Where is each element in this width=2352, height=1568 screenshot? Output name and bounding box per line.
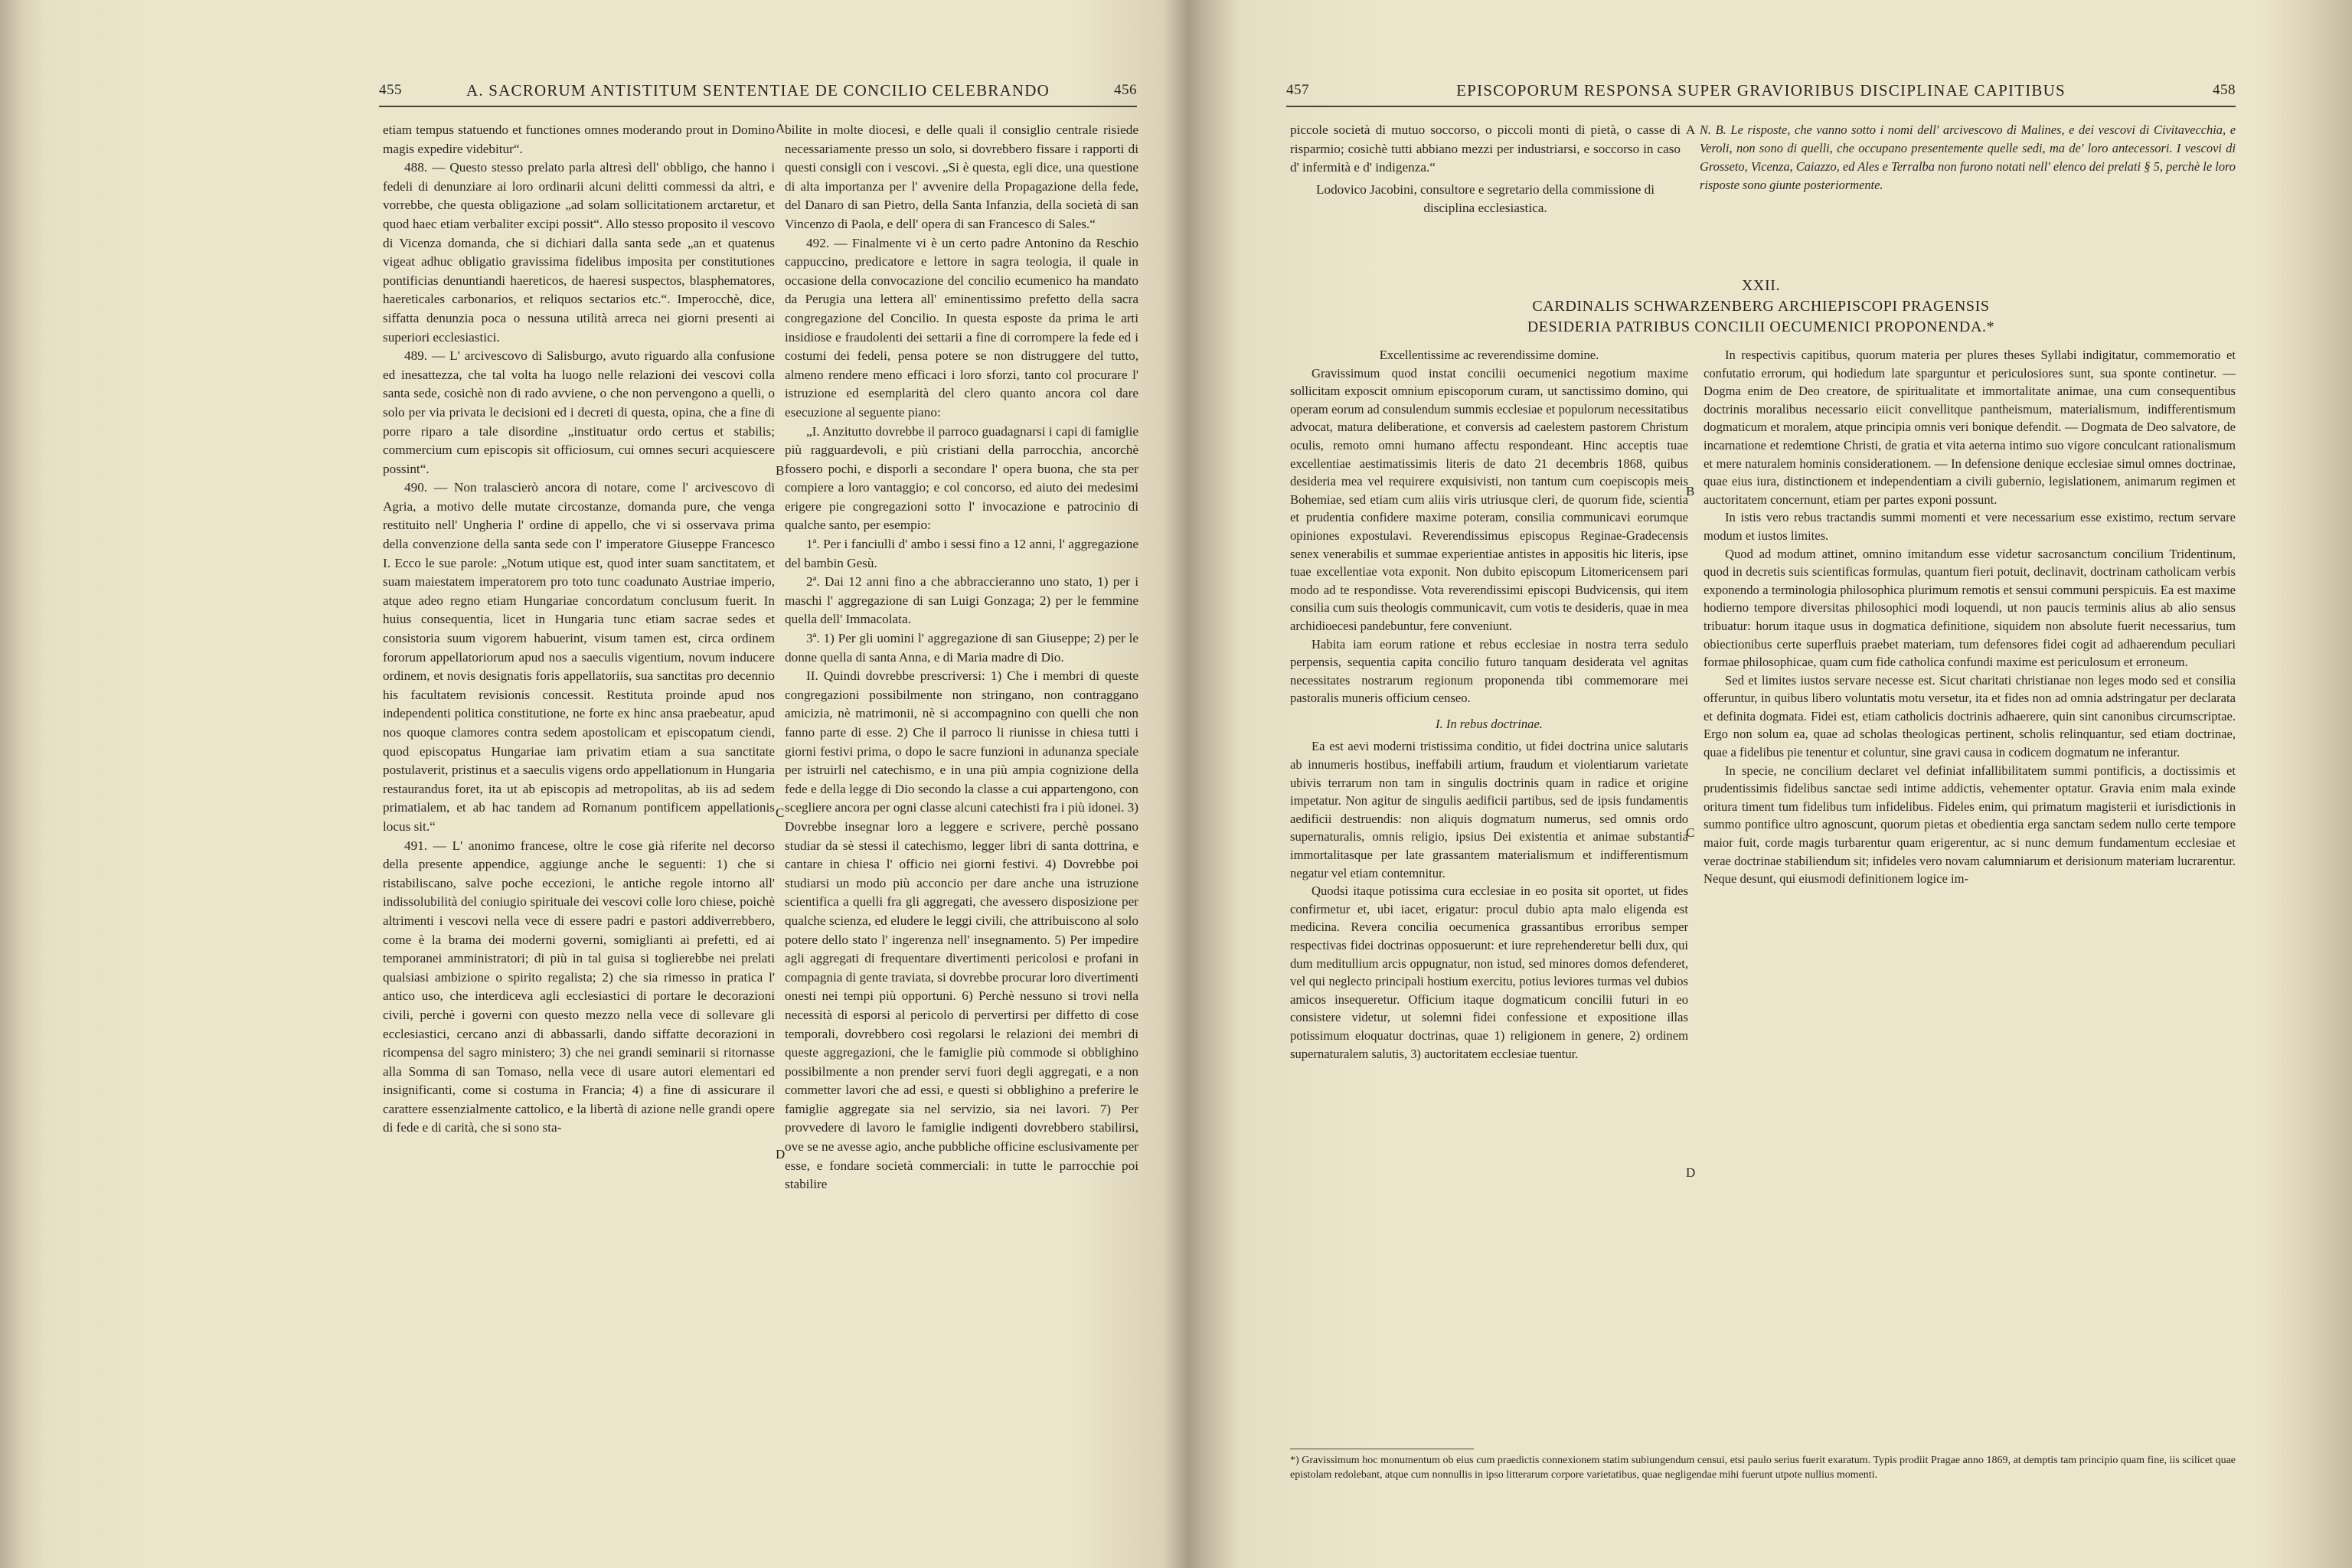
paragraph-490: 490. — Non tralascierò ancora di notare, come l' arcivescovo di Agria, a motivo delle mutate circostanze, domanda pure, che venga restituito nell' Ungheria l' ordine di appello, che vi si osservava prima della convenzione della santa sede con l' imperatore Giuseppe Francesco I. Ecco le sue parole: „Notum utique est, quod inter suam sanctitatem, et suam maiestatem imperatorem pro toto tunc coadunato Austriae imperio, atque adeo regno etiam Hungariae concordatum conclusum fuerit. In huius consequentia, licet in Hungaria tunc etiam sacrae sedes et consistoria suum vigorem habuerint, visum tamen est, circa ordinem fororum appellatoriorum apud nos a saeculis vigentium, novum inducere ordinem, et novis designatis foris appellatoriis, sua sanctitas pro decennio his facultatem revisionis concessit. Restituta proinde apud nos independenti politica constitutione, ne forte ex hinc ansa praebeatur, apud nos quoque clamores contra sedem apostolicam et episcopatum ciendi, quod episcopatus Hungariae iam privatim etiam a sua sanctitate postulaverit, pristinus et a saeculis vigens ordo appellationum in Hungaria restaurandus foret, ita ut ab episcopis ad metropolitas, ab iis ad sedem primatialem, et ab hac tandem ad Romanum pontificem appellationis locus sit.“: [383, 480, 775, 834]
margin-letter-a: A: [1686, 122, 1696, 137]
signature: Lodovico Jacobini, consultore e segretario della commissione di disciplina ecclesiastica.: [1316, 181, 1655, 216]
running-title-right: EPISCOPORUM RESPONSA SUPER GRAVIORIBUS DISCIPLINAE CAPITIBUS: [1456, 80, 2066, 100]
margin-letter-c: C: [776, 805, 785, 820]
paragraph: Quod ad modum attinet, omnino imitandum esse videtur sacrosanctum concilium Tridentinum, quod in decretis suis scientificas formulas, quantum fieri potuit, declinavit, doctrinam catholicam verbis exponendo a terminologia philosophica plurimum remotis et sensui communi perspicuis. Ea est maxime hodierno tempore diversitas philosophici modi loquendi, ut non paucis terminis alius ab alio sensus tribuatur: horum itaque usus in dogmatica definitione, siquidem non absolute fuerit necessarius, tum obiectionibus certe superfluis praebet materiam, tum defensores fidei cogit ad adhaerendum peculiari formae philosophicae, quam cum fide catholica confundi maxime est periculosum et erroneum.: [1704, 546, 2236, 670]
page-number-456: 456: [1114, 82, 1137, 98]
paragraph: In respectivis capitibus, quorum materia per plures theses Syllabi indigitatur, commemoratio et confutatio errorum, qui hodiedum late sparguntur et periculosiores sunt, sua sponte continetur. — Dogma enim de Deo creatore, de spiritualitate et immortalitate animae, una cum consequentibus doctrinis moralibus necessario eiicit convellitque pantheismum, materialismum, indifferentismum dogmaticum et moralem, atque principia omnis veri bonique defendit. — Dogmata de Deo salvatore, de incarnatione et redemtione Christi, de gratia et vita aeterna intimo suo vigore conculcant rationalismum et mere naturalem hominis considerationem. — In defensione denique ecclesiae simul omnes doctrinae, quae eius iura, distinctionem et independentiam a civili gubernio, legislationem, animarum regimen et auctoritatem concernunt, etiam per partes exponi possunt.: [1704, 348, 2236, 507]
paragraph: 3ª. 1) Per gli uomini l' aggregazione di san Giuseppe; 2) per le donne quella di santa Anna, e di Maria madre di Dio.: [785, 631, 1138, 665]
running-head-right: [1286, 75, 2236, 106]
right-top-column-2: [1700, 121, 2236, 274]
margin-letter-b: B: [1686, 484, 1695, 498]
margin-letter-d: D: [1686, 1165, 1696, 1180]
footnote: *) Gravissimum hoc monumentum ob eius cum praedictis connexionem statim subiungendum censui, etsi paulo serius fuerit exaratum. Typis prodiit Pragae anno 1869, at demptis tam principio quam fine, iis scilicet quae epistolam redolebant, atque cum nonnullis in ipso litterarum corpore varietatibus, quae negligendae mihi fuerunt utpote nullius momenti.: [1290, 1455, 2236, 1481]
left-page-column-2: [785, 121, 1138, 1430]
paragraph: etiam tempus statuendo et functiones omnes moderando prout in Domino magis expedire videbitur“.: [383, 122, 775, 156]
margin-letter-a: A: [776, 121, 786, 136]
paragraph: In specie, ne concilium declaret vel definiat infallibilitatem summi pontificis, a doctissimis et prudentissimis fidelibus sanctae sedi intime addictis, vehementer optatur. Gravia enim mala exinde oritura timent tum fidelibus tum infidelibus. Fideles enim, qui primatum magisterii et iurisdictionis in summo pontifice ultro agnoscunt, quorum pietas et obedientia erga sanctam sedem nullo certe tempore maior fuit, corde magis turbarentur quam erigerentur, ac si nunc demum fundamentum ecclesiae et verae doctrinae stabiliendum sit; infideles vero novam calumniarum et derisionum materiam lucrarentur. Neque desunt, qui eiusmodi definitionem logice im-: [1704, 763, 2236, 887]
margin-letter-b: B: [776, 463, 785, 478]
left-page-column-1: [383, 121, 775, 1430]
margin-letter-d: D: [776, 1147, 786, 1161]
salutation: Excellentissime ac reverendissime domine.: [1379, 348, 1599, 362]
paragraph-492: 492. — Finalmente vi è un certo padre Antonino da Reschio cappuccino, predicatore e lettore in sagra teologia, il quale in occasione della convocazione del concilio ecumenico ha mandato da Perugia una lettera all' eminentissimo prefetto della sacra congregazione del Concilio. In questa esposte da prima le arti insidiose e fraudolenti dei settarii a fine di corrompere la fede ed i costumi dei fedeli, pensa potere se non distruggere del tutto, almeno rendere meno efficaci i loro sforzi, tanto col procurare l' istruzione ed esemplarità del clero quanto ancora col dare esecuzione al seguente piano:: [785, 235, 1138, 420]
paragraph: Habita iam eorum ratione et rebus ecclesiae in nostra terra sedulo perpensis, sequentia capita concilio futuro tanquam desiderata vel agnitas necessitates nostrarum regionum proponenda tibi commemorare mei pastoralis muneris officium censeo.: [1290, 636, 1688, 706]
paragraph-488: 488. — Questo stesso prelato parla altresì dell' obbligo, che hanno i fedeli di denunziare ai loro ordinarii alcuni delitti commessi da altri, e vorrebbe, che questa obligazione „ad solam sollicitationem arctaretur, et quod haec etiam verbaliter excipi possit“. Allo stesso proposito il vescovo di Vicenza domanda, che si dichiari dalla santa sede „an et quatenus vigeat adhuc obligatio gravissima fidelibus imposita per constitutiones pontificias denuntiandi haereticos, de haeresi suspectos, blasphematores, haereticales carbonarios, et reliquos sectarios etc.“. Imperocchè, dice, siffatta denunzia poca o nessuna utilità arreca nei giorni presenti ai superiori ecclesiastici.: [383, 160, 775, 345]
right-page: [1217, 0, 2320, 1568]
paragraph: 2ª. Dai 12 anni fino a che abbraccieranno uno stato, 1) per i maschi l' aggregazione di san Luigi Gonzaga; 2) per le femmine quella dell' Immacolata.: [785, 574, 1138, 627]
right-page-column-1: [1290, 346, 1688, 1439]
left-page: [23, 0, 1171, 1568]
right-page-column-2: [1704, 346, 2236, 1439]
page-number-457: 457: [1286, 82, 1309, 98]
margin-letter-c: C: [1686, 825, 1695, 840]
paragraph: „I. Anzitutto dovrebbe il parroco guadagnarsi i capi di famiglie più ragguardevoli, e più cristiani della parrocchia, ancorchè fossero pochi, e disporli a secondare l' opera buona, che sta per compiere a loro vantaggio; e col concorso, ed aiuto dei medesimi erigere pie congregazioni sotto l' invocazione e patrocinio di qualche santo, per esempio:: [785, 423, 1138, 533]
paragraph: Sed et limites iustos servare necesse est. Sicut charitati christianae non leges modo sed et consilia offeruntur, in quibus libero voluntatis motu versetur, ita et fides non ad omnia adstringatur per declarata et definita dogmata. Fidei est, etiam catholicis doctrinis adhaerere, quin sint canonibus circumscriptae. Ergo non solum ea, quae ad scholas theologicas pertinent, scholis relinquantur, sed etiam doctrinae, quae a fidelibus pie tenentur et coluntur, sine gravi causa in codicem dogmatum ne inferantur.: [1704, 672, 2236, 760]
section-title-line-1: CARDINALIS SCHWARZENBERG ARCHIEPISCOPI PRAGENSIS: [1532, 298, 1990, 315]
section-number: XXII.: [1741, 277, 1781, 294]
running-title-left: A. SACRORUM ANTISTITUM SENTENTIAE DE CONCILIO CELEBRANDO: [466, 80, 1050, 100]
paragraph: piccole società di mutuo soccorso, o piccoli monti di pietà, o casse di risparmio; cosichè tutti abbiano mezzi per industriarsi, e soccorso in caso d' infermità e d' indigenza.“: [1290, 122, 1681, 175]
paragraph: bilite in molte diocesi, e delle quali il consiglio centrale risiede necessariamente presso un solo, si dovrebbero fissare i rapporti di questi consigli con i vescovi. „Si è questa, egli dice, una questione di alta importanza per l' avvenire della Propagazione della fede, del Danaro di san Pietro, della Santa Infanzia, della società di san Vincenzo di Paola, e dell' opera di san Francesco di Sales.“: [785, 122, 1138, 231]
paragraph: Quodsi itaque potissima cura ecclesiae in eo posita sit oportet, ut fides confirmetur et, ubi iacet, erigatur: procul dubio apta malo eligenda est medicina. Revera concilia oecumenica grassantibus erroribus semper respectivas fidei doctrinas opposuerunt: et iure reprehenderetur belli dux, qui dum meditullium arcis oppugnatur, non istud, sed minores domos defenderet, vel qui neglecto principali hostium exercitu, potius leviores turmas vel dubios amicos insequeretur. Officium itaque dogmaticum concilii futuri in eo consistere videtur, ut solemni fidei confessione et expositione illas potissimum eloquatur doctrinas, quae 1) religionem in genere, 2) ordinem supernaturalem salutis, 3) auctoritatem ecclesiae tuentur.: [1290, 884, 1688, 1061]
nb-note: N. B. Le risposte, che vanno sotto i nomi dell' arcivescovo di Malines, e dei vescovi di Civitavecchia, e Veroli, non sono di quelli, che occupano presentemente quelle sedi, ma de' loro antecessori. I vescovi di Grosseto, Vicenza, Caiazzo, ed Ales e Terralba non furono notati nell' elenco dei prelati § 5, perchè le loro risposte sono giunte posteriormente.: [1700, 122, 2236, 192]
right-top-column-1: [1290, 121, 1681, 266]
paragraph-491: 491. — L' anonimo francese, oltre le cose già riferite nel decorso della presente appendice, aggiunge anche le seguenti: 1) che si ristabiliscano, salve poche eccezioni, le antiche regole intorno all' indissolubilità del coniugio spirituale dei vescovi colle loro chiese, poichè altrimenti i vescovi nella vece di essere padri e pastori addiverrebbero, come è la brama dei moderni governi, somiglianti ai prefetti, ed ai temporanei amministratori; di più in tal guisa si toglierebbe nei prelati qualsiasi ambizione o spirito regalista; 2) che sia rimesso in pratica l' antico uso, che interdiceva agli ecclesiastici di portare le decorazioni civili, perchè i governi con questo mezzo nella vece di sollevare gli ecclesiastici, cercano anzi di abbassarli, dando siffatte decorazioni in ricompensa del sagro ministero; 3) che nei grandi seminarii si ritornasse alla Somma di san Tomaso, nella vece di usare autori elementari ed insignificanti, come si costuma in Francia; 4) a fine di assicurare il carattere essenzialmente cattolico, e la libertà di azione nelle grandi opere di fede e di carità, che si sono sta-: [383, 838, 775, 1135]
page-number-458: 458: [2213, 82, 2236, 98]
paragraph: 1ª. Per i fanciulli d' ambo i sessi fino a 12 anni, l' aggregazione del bambin Gesù.: [785, 537, 1138, 570]
section-title-line-2: DESIDERIA PATRIBUS CONCILII OECUMENICI PROPONENDA.*: [1527, 318, 1995, 335]
paragraph: In istis vero rebus tractandis summi momenti et vere necessarium esse existimo, rectum servare modum et iustos limites.: [1704, 510, 2236, 543]
running-head-left: [379, 75, 1137, 106]
paragraph: Gravissimum quod instat concilii oecumenici negotium maxime sollicitam exposcit omnium episcoporum curam, ut sanctissimo domino, qui operam eorum ad consulendum summis ecclesiae et populorum necessitatibus advocat, matura deliberatione, et conversis ad caelestem pastorem Christum oculis, remoto omni humano affectu respondeant. Hinc acceptis tuae excellentiae aestimatissimis literis de dato 21 decembris 1868, quibus desideria mea vel requirere exquisivisti, non tantum cum coepiscopis meis Bohemiae, sed etiam cum aliis viris utriusque cleri, de quorum fide, scientia et prudentia confidere maxime poteram, consilia communicavi eorumque opiniones expostulavi. Reverendissimus episcopus Reginae-Gradecensis senex venerabilis et summae experientiae antistes in appositis hic literis, ipse tuae excellentiae vota exponit. Non dubito episcopum Litomericensem pari modo ad te respondisse. Vota reverendissimi episcopi Budvicensis, qui item consilia cum suis theologis communicavit, cum votis te desideris, quae in mea archidioecesi pandebuntur, fere conveniunt.: [1290, 365, 1688, 633]
paragraph-489: 489. — L' arcivescovo di Salisburgo, avuto riguardo alla confusione ed inesattezza, che tal volta ha luogo nelle relazioni dei vescovi colla santa sede, cosichè non di rado avviene, o che non pervengono a quelli, o solo per via privata le decisioni ed i decreti di questa, opina, che a fine di porre riparo a tale disordine „instituatur ordo certus et stabilis; commercium cum episcopis sit officiosum, cui omnes securi acquiescere possint“.: [383, 348, 775, 476]
header-rule-left: [379, 106, 1137, 107]
paragraph: Ea est aevi moderni tristissima conditio, ut fidei doctrina unice salutaris ab innumeris hostibus, ineffabili artium, fraudum et violentiarum varietate ubivis terrarum non tam in singulis doctrinis quam in radice et origine impetatur. Non agitur de singulis aedificii partibus, sed de ipsis fundamentis aedificii destruendis: non aliquis dogmatum numerus, sed omnis ordo supernaturalis, omnis religio, ipsius Dei existentia et animae substantia immortalitasque per late grassantem materialismum et indifferentismum negatur vel etiam contemnitur.: [1290, 739, 1688, 880]
page-number-455: 455: [379, 82, 402, 98]
header-rule-right: [1286, 106, 2236, 107]
subsection-heading: I. In rebus doctrinae.: [1436, 716, 1543, 731]
paragraph: II. Quindi dovrebbe prescriversi: 1) Che i membri di queste congregazioni possibilmente non stringano, non contraggano amicizia, nè matrimonii, nè si accompagnino con quelli che non fanno parte di esse. 2) Che il parroco li riunisse in chiesa tutti i giorni festivi prima, o dopo le sacre funzioni in adunanza speciale per istruirli nel catechismo, e in una più ampia cognizione della fede e della legge di Dio secondo la classe a cui appartengono, con scegliere ancora per ogni classe alcuni catechisti fra i più idonei. 3) Dovrebbe insegnar loro a leggere e scrivere, perchè possano studiar da sè stessi il catechismo, legger libri di santa dottrina, e cantare in chiesa l' officio nei giorni festivi. 4) Dovrebbe poi studiarsi un modo più acconcio per dare anche una istruzione scientifica a quelli fra gli aggregati, che avessero disposizione per qualche scienza, ed eludere le leggi civili, che attribuiscono al solo potere dello stato l' ingerenza nell' insegnamento. 5) Per impedire agli aggregati di frequentare divertimenti pericolosi e profani in compagnia di gente traviata, si dovrebbe procurar loro divertimenti onesti nei tempi più opportuni. 6) Perchè nessuno si trovi nella necessità di esporsi al pericolo di pervertirsi per diffetto di cose temporali, dovrebbero così regolarsi le relazioni dei membri di queste aggregazioni, che le famiglie più commode si obblighino possibilmente a non prender servi fuori degli aggregati, e a non commetter lavori che ad essi, e questi si obblighino a preferire le famiglie aggregate sia nel servizio, sia nei lavori. 7) Per provvedere di lavoro le famiglie indigenti dovrebbero stabilirsi, ove se ne avesse agio, anche pubbliche officine esclusivamente per esse, e fondare società commerciali: in tutte le parrocchie poi stabilire: [785, 668, 1138, 1192]
section-heading: [1286, 276, 2236, 338]
